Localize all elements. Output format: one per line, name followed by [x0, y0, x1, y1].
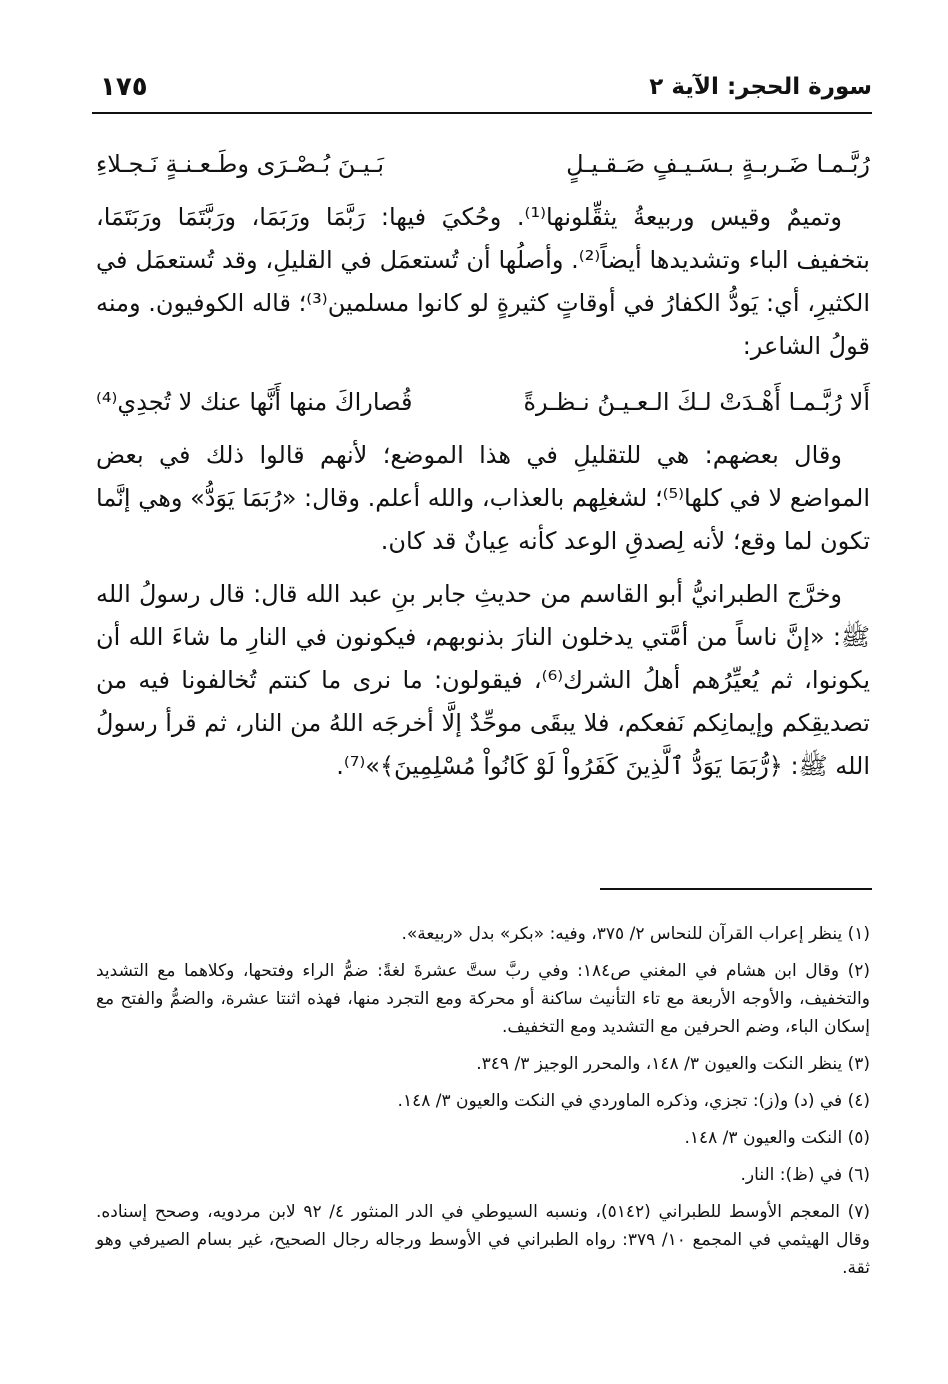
main-text	[96, 140, 870, 798]
verse-first-hemistich: رُبَّـمـا ضَـربـةٍ بـسَـيـفٍ صَـقـيـلٍ	[566, 150, 870, 178]
footnote: (٦) في (ظ): النار.	[740, 1165, 870, 1185]
paragraph: وتميمٌ وقيس وربيعةُ يثقِّلونها⁽¹⁾. وحُكيَ فيها: رَبَّمَا ورَبَمَا، ورَبَّتَمَا ورَبَتَمَا، بتخفيف الباء وتشديدها أيضاً⁽²⁾. وأصلُها أن تُستعمَل في القليلِ، وقد تُستعمَل في الكثيرِ، أي: يَودُّ الكفارُ في أوقاتٍ كثيرةٍ لو كانوا مسلمين⁽³⁾؛ قاله الكوفيون. ومنه قولُ الشاعر:	[96, 203, 870, 360]
footnote: (٣) ينظر النكت والعيون ٣/ ١٤٨، والمحرر الوجيز ٣/ ٣٤٩.	[476, 1054, 870, 1074]
paragraph: وخرَّج الطبرانيُّ أبو القاسم من حديثِ جابر بنِ عبد الله قال: قال رسولُ الله ﷺ: «إنَّ ناساً من أمَّتي يدخلون النارَ بذنوبهم، فيكونون في النارِ ما شاءَ الله أن يكونوا، ثم يُعيِّرُهم أهلُ الشرك⁽⁶⁾، فيقولون: ما نرى ما كنتم تُخالفونا فيه من تصديقِكم وإيمانِكم نَفعكم، فلا يبقَى موحِّدٌ إلَّا أخرجَه اللهُ من النار، ثم قرأ رسولُ الله ﷺ: ﴿رُّبَمَا يَوَدُّ ٱلَّذِينَ كَفَرُواْ لَوْ كَانُواْ مُسْلِمِينَ﴾»⁽⁷⁾.	[96, 580, 871, 780]
footnote: (١) ينظر إعراب القرآن للنحاس ٢/ ٣٧٥، وفيه: «بكر» بدل «ربيعة».	[401, 924, 870, 944]
footnote: (٥) النكت والعيون ٣/ ١٤٨.	[684, 1128, 870, 1148]
paragraph: وقال بعضهم: هي للتقليلِ في هذا الموضع؛ لأنهم قالوا ذلك في بعض المواضع لا في كلها⁽⁵⁾؛ لشغلِهم بالعذاب، والله أعلم. وقال: «رُبَمَا يَوَدُّ» وهي إنَّما تكون لما وقع؛ لأنه لِصدقِ الوعد كأنه عِيانٌ قد كان.	[96, 441, 870, 555]
page-number: ١٧٥	[100, 72, 148, 102]
verse-second-hemistich: بَـيـنَ بُـصْـرَى وطَـعـنـةٍ نَـجـلاءِ	[96, 150, 385, 178]
footnote: (٧) المعجم الأوسط للطبراني (٥١٤٢)، ونسبه السيوطي في الدر المنثور ٤/ ٩٢ لابن مردويه، وصحح إسناده. وقال الهيثمي في المجمع ١٠/ ٣٧٩: رواه الطبراني في الأوسط ورجاله رجال الصحيح، غير بسام الصيرفي وهو ثقة.	[96, 1202, 870, 1278]
footnote: (٢) وقال ابن هشام في المغني ص١٨٤: وفي ربَّ ستَّ عشرةَ لغةً: ضمُّ الراء وفتحها، وكلاهما مع التشديد والتخفيف، والأوجه الأربعة مع تاء التأنيث ساكنة أو محركة ومع التجرد منها، فهذه اثنتا عشرة، والضمُّ والفتح مع إسكان الباء، وضم الحرفين مع التشديد ومع التخفيف.	[96, 961, 871, 1037]
poetry-verse	[96, 378, 870, 426]
footnote: (٤) في (د) و(ز): تجزي، وذكره الماوردي في النكت والعيون ٣/ ١٤٨.	[397, 1091, 870, 1111]
poetry-verse	[96, 140, 870, 188]
footnotes	[96, 920, 870, 1291]
verse-second-hemistich: قُصاراكَ منها أَنَّها عنك لا تُجدِي⁽⁴⁾	[96, 388, 413, 416]
header-rule	[92, 112, 872, 114]
running-title: سورة الحجر: الآية ٢	[649, 74, 872, 100]
verse-first-hemistich: أَلا رُبَّـمـا أَهْـدَتْ لـكَ الـعـيـنُ نـظـرةً	[523, 388, 870, 416]
footnote-separator	[600, 888, 872, 890]
page-header	[92, 72, 872, 112]
